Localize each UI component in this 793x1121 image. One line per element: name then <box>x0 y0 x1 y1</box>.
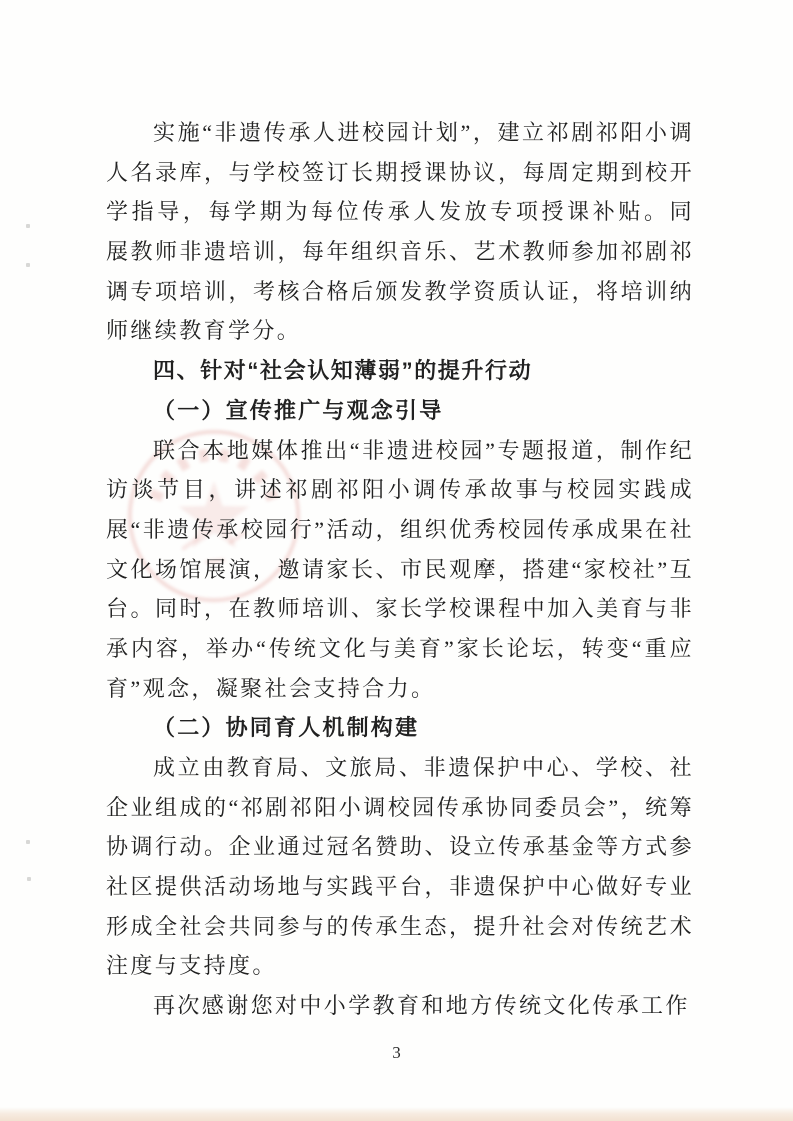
paragraph-line: 人名录库，与学校签订长期授课协议，每周定期到校开 <box>106 159 694 185</box>
document-body <box>106 113 694 1026</box>
scan-speck <box>26 263 30 267</box>
paragraph-line: 社区提供活动场地与实践平台，非遗保护中心做好专业 <box>106 874 694 900</box>
paragraph-line: 注度与支持度。 <box>106 953 277 979</box>
paragraph-line: 成立由教育局、文旅局、非遗保护中心、学校、社 <box>153 755 694 780</box>
subsection-heading: （一）宣传推广与观念引导 <box>153 397 444 423</box>
paragraph-line: 文化场馆展演，邀请家长、市民观摩，搭建“家校社”互 <box>106 556 694 582</box>
paragraph-line: 协调行动。企业通过冠名赞助、设立传承基金等方式参 <box>106 834 694 860</box>
paragraph-line: 调专项培训，考核合格后颁发教学资质认证，将培训纳 <box>106 278 694 304</box>
paragraph-line: 师继续教育学分。 <box>106 318 302 344</box>
paragraph-line: 台。同时，在教师培训、家长学校课程中加入美育与非 <box>106 596 694 622</box>
scan-speck <box>26 224 30 228</box>
paragraph-line: 学指导，每学期为每位传承人发放专项授课补贴。同 <box>106 199 694 225</box>
paragraph-line: 形成全社会共同参与的传承生态，提升社会对传统艺术 <box>106 913 694 939</box>
paragraph-line: 展教师非遗培训，每年组织音乐、艺术教师参加祁剧祁 <box>106 239 694 265</box>
scan-edge-band <box>0 1107 793 1121</box>
subsection-heading: （二）协同育人机制构建 <box>153 715 420 741</box>
scan-speck <box>26 840 30 844</box>
paragraph-line: 联合本地媒体推出“非遗进校园”专题报道，制作纪 <box>153 437 694 463</box>
paragraph-line: 承内容，举办“传统文化与美育”家长论坛，转变“重应 <box>106 635 694 661</box>
paragraph-line: 育”观念，凝聚社会支持合力。 <box>106 675 436 701</box>
paragraph-line: 访谈节目，讲述祁剧祁阳小调传承故事与校园实践成 <box>106 477 694 503</box>
paragraph-line: 实施“非遗传承人进校园计划”，建立祁剧祁阳小调 <box>153 120 694 145</box>
scan-speck <box>27 877 31 881</box>
paragraph-line: 企业组成的“祁剧祁阳小调校园传承协同委员会”，统筹 <box>106 794 694 820</box>
paragraph-line: 展“非遗传承校园行”活动，组织优秀校园传承成果在社 <box>106 516 694 542</box>
page-number: 3 <box>392 1043 401 1062</box>
paragraph-line: 再次感谢您对中小学教育和地方传统文化传承工作 <box>153 993 690 1019</box>
section-heading: 四、针对“社会认知薄弱”的提升行动 <box>153 358 533 384</box>
